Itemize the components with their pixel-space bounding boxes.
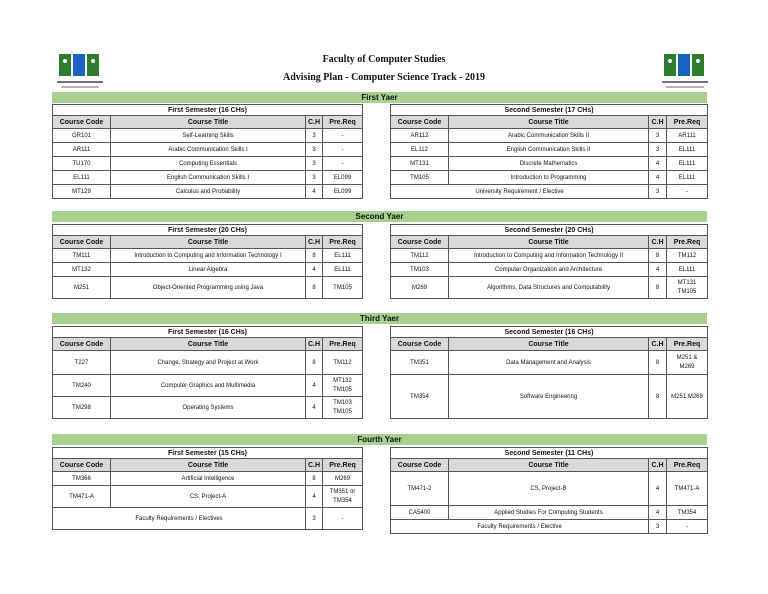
course-code: GR101: [53, 129, 111, 143]
credit-hours: 8: [306, 472, 323, 486]
semester-table: [390, 104, 708, 199]
prerequisite: TM112: [323, 351, 363, 375]
col-course-title: Course Title: [449, 116, 649, 129]
credit-hours: 8: [649, 249, 667, 263]
col-course-code: Course Code: [53, 116, 111, 129]
course-title: Linear Algebra: [111, 263, 306, 277]
table-row: [391, 143, 708, 157]
table-row: [53, 375, 363, 397]
course-code: TM112: [391, 249, 449, 263]
course-code: T227: [53, 351, 111, 375]
table-row: [391, 171, 708, 185]
course-title: Operating Systems: [111, 397, 306, 419]
prerequisite: EL111: [667, 143, 708, 157]
col-credit-hours: C.H: [306, 338, 323, 351]
prerequisite: M251 M269: [667, 375, 708, 419]
col-prerequisite: Pre.Req: [323, 459, 363, 472]
semester-title: First Semester (16 CHs): [53, 327, 363, 338]
table-row: [391, 375, 708, 419]
course-title: Arabic Communication Skills II: [449, 129, 649, 143]
course-code: TM366: [53, 472, 111, 486]
course-code: AR112: [391, 129, 449, 143]
course-code: TM471-2: [391, 472, 449, 506]
course-code: TM351: [391, 351, 449, 375]
credit-hours: 4: [306, 185, 323, 199]
prerequisite-line: TM105: [333, 408, 352, 415]
credit-hours: 4: [649, 171, 667, 185]
col-course-title: Course Title: [111, 338, 306, 351]
course-code: TM111: [53, 249, 111, 263]
course-title: Faculty Requirements / Elective: [391, 520, 649, 534]
col-course-code: Course Code: [391, 236, 449, 249]
semester-table: [390, 224, 708, 299]
semester-title: First Semester (20 CHs): [53, 225, 363, 236]
prerequisite: AR111: [667, 129, 708, 143]
course-code: TM105: [391, 171, 449, 185]
course-title: Computer Graphics and Multimedia: [111, 375, 306, 397]
table-row: [53, 171, 363, 185]
course-code: M251: [53, 277, 111, 299]
credit-hours: 3: [306, 171, 323, 185]
semester-table: [52, 224, 363, 299]
course-code: MT132: [53, 263, 111, 277]
table-row: [53, 263, 363, 277]
table-row: [53, 486, 363, 508]
table-row: [391, 129, 708, 143]
prerequisite: -: [323, 508, 363, 530]
course-code: TM354: [391, 375, 449, 419]
table-row: [53, 351, 363, 375]
prerequisite: EL099: [323, 171, 363, 185]
col-course-title: Course Title: [449, 338, 649, 351]
col-credit-hours: C.H: [306, 459, 323, 472]
course-title: Faculty Requirements / Electives: [53, 508, 306, 530]
col-prerequisite: Pre.Req: [667, 338, 708, 351]
col-prerequisite: Pre.Req: [667, 116, 708, 129]
course-title: Data Management and Analysis: [449, 351, 649, 375]
prerequisite: [667, 351, 708, 375]
course-code: MT131: [391, 157, 449, 171]
prerequisite: EL099: [323, 185, 363, 199]
col-prerequisite: Pre.Req: [323, 236, 363, 249]
col-prerequisite: Pre.Req: [667, 236, 708, 249]
col-credit-hours: C.H: [649, 116, 667, 129]
course-title: Object-Oriented Programming using Java: [111, 277, 306, 299]
credit-hours: 8: [649, 375, 667, 419]
credit-hours: 4: [649, 506, 667, 520]
prerequisite: EL111: [667, 157, 708, 171]
credit-hours: 8: [306, 249, 323, 263]
prerequisite-line: M269: [679, 363, 695, 370]
course-title: CS, Project-B: [449, 472, 649, 506]
table-row: [391, 351, 708, 375]
credit-hours: 8: [649, 351, 667, 375]
col-course-code: Course Code: [391, 459, 449, 472]
credit-hours: 4: [649, 472, 667, 506]
prerequisite-line: TM351 or: [329, 488, 356, 495]
course-code: M269: [391, 277, 449, 299]
credit-hours: 3: [306, 143, 323, 157]
course-title: Calculus and Probability: [111, 185, 306, 199]
col-credit-hours: C.H: [306, 116, 323, 129]
credit-hours: 3: [649, 143, 667, 157]
page-subtitle: Advising Plan - Computer Science Track - 2019: [283, 72, 485, 83]
col-course-code: Course Code: [391, 338, 449, 351]
credit-hours: 4: [649, 263, 667, 277]
credit-hours: 3: [306, 129, 323, 143]
prerequisite: [323, 375, 363, 397]
course-title: University Requirement / Elective: [391, 185, 649, 199]
col-prerequisite: Pre.Req: [667, 459, 708, 472]
year-bar-third: Third Yaer: [52, 313, 707, 324]
prerequisite: [323, 397, 363, 419]
prerequisite: [323, 486, 363, 508]
year-bar-second: Second Yaer: [52, 211, 707, 222]
table-row: [391, 157, 708, 171]
table-row: [391, 263, 708, 277]
credit-hours: 4: [306, 263, 323, 277]
table-row: [53, 143, 363, 157]
course-code: AR111: [53, 143, 111, 157]
col-course-code: Course Code: [53, 459, 111, 472]
col-course-code: Course Code: [53, 338, 111, 351]
course-title: Introduction to Computing and Information Technology II: [449, 249, 649, 263]
year-bar-first: First Yaer: [52, 92, 707, 103]
semester-title: Second Semester (16 CHs): [391, 327, 708, 338]
course-title: Computing Essentials: [111, 157, 306, 171]
col-course-code: Course Code: [53, 236, 111, 249]
prerequisite: TM105: [323, 277, 363, 299]
credit-hours: 4: [649, 157, 667, 171]
prerequisite-line: MT131: [677, 279, 697, 286]
credit-hours: 8: [649, 277, 667, 299]
course-title: CS, Project-A: [111, 486, 306, 508]
table-row: [53, 157, 363, 171]
course-code: TM240: [53, 375, 111, 397]
table-row: [391, 472, 708, 506]
table-row: [391, 506, 708, 520]
table-row: [391, 277, 708, 299]
table-row: [53, 185, 363, 199]
credit-hours: 4: [306, 486, 323, 508]
col-course-title: Course Title: [111, 116, 306, 129]
table-row: [391, 185, 708, 199]
col-prerequisite: Pre.Req: [323, 116, 363, 129]
prerequisite: -: [667, 185, 708, 199]
semester-title: First Semester (16 CHs): [53, 105, 363, 116]
course-title: Self-Learning Skills: [111, 129, 306, 143]
prerequisite-line: MT132: [333, 377, 352, 384]
credit-hours: 3: [649, 185, 667, 199]
col-credit-hours: C.H: [306, 236, 323, 249]
credit-hours: 3: [306, 508, 323, 530]
table-row: [53, 249, 363, 263]
credit-hours: 4: [306, 397, 323, 419]
prerequisite-line: TM354: [333, 497, 352, 504]
prerequisite: -: [667, 520, 708, 534]
course-code: TM298: [53, 397, 111, 419]
col-course-title: Course Title: [449, 459, 649, 472]
course-code: TM471-A: [53, 486, 111, 508]
course-title: Artificial Intelligence: [111, 472, 306, 486]
semester-table: [390, 326, 708, 419]
course-code: MT129: [53, 185, 111, 199]
course-code: EL111: [53, 171, 111, 185]
col-credit-hours: C.H: [649, 236, 667, 249]
credit-hours: 3: [306, 157, 323, 171]
prerequisite-line: TM103: [333, 399, 352, 406]
col-course-title: Course Title: [111, 236, 306, 249]
course-code: TU170: [53, 157, 111, 171]
course-title: Software Engineering: [449, 375, 649, 419]
prerequisite: -: [323, 129, 363, 143]
credit-hours: 3: [649, 129, 667, 143]
prerequisite-line: TM105: [677, 288, 697, 295]
col-credit-hours: C.H: [649, 459, 667, 472]
table-row: [53, 397, 363, 419]
table-row: [53, 277, 363, 299]
col-prerequisite: Pre.Req: [323, 338, 363, 351]
course-title: Applied Studies For Computing Students: [449, 506, 649, 520]
semester-table: [52, 326, 363, 419]
credit-hours: 8: [306, 277, 323, 299]
credit-hours: 4: [306, 375, 323, 397]
table-row: [53, 508, 363, 530]
semester-title: Second Semester (11 CHs): [391, 448, 708, 459]
course-title: Arabic Communication Skills I: [111, 143, 306, 157]
course-code: EL112: [391, 143, 449, 157]
semester-table: [390, 447, 708, 534]
prerequisite: TM471-A: [667, 472, 708, 506]
prerequisite: TM354: [667, 506, 708, 520]
prerequisite: M269: [323, 472, 363, 486]
credit-hours: 3: [649, 520, 667, 534]
course-title: Introduction to Programming: [449, 171, 649, 185]
course-title: Algorithms, Data Structures and Computability: [449, 277, 649, 299]
course-title: Computer Organization and Architecture: [449, 263, 649, 277]
course-title: Introduction to Computing and Information Technology I: [111, 249, 306, 263]
prerequisite: EL111: [323, 263, 363, 277]
col-credit-hours: C.H: [649, 338, 667, 351]
course-code: TM103: [391, 263, 449, 277]
course-title: Change, Strategy and Project at Work: [111, 351, 306, 375]
semester-title: Second Semester (17 CHs): [391, 105, 708, 116]
table-row: [53, 129, 363, 143]
year-bar-fourth: Fourth Yaer: [52, 434, 707, 445]
prerequisite: EL111: [667, 171, 708, 185]
prerequisite-line: M251 &: [676, 354, 698, 361]
prerequisite: TM112: [667, 249, 708, 263]
table-row: [53, 472, 363, 486]
prerequisite: -: [323, 143, 363, 157]
table-row: [391, 249, 708, 263]
semester-title: First Semester (15 CHs): [53, 448, 363, 459]
semester-table: [52, 447, 363, 530]
prerequisite: EL111: [667, 263, 708, 277]
prerequisite-line: TM105: [333, 386, 352, 393]
course-code: CA5400: [391, 506, 449, 520]
course-title: Discrete Mathematics: [449, 157, 649, 171]
page-title: Faculty of Computer Studies: [322, 54, 446, 65]
course-title: English Communication Skills I: [111, 171, 306, 185]
table-row: [391, 520, 708, 534]
semester-title: Second Semester (20 CHs): [391, 225, 708, 236]
col-course-title: Course Title: [111, 459, 306, 472]
col-course-code: Course Code: [391, 116, 449, 129]
prerequisite: -: [323, 157, 363, 171]
col-course-title: Course Title: [449, 236, 649, 249]
credit-hours: 8: [306, 351, 323, 375]
prerequisite: [667, 277, 708, 299]
course-title: English Communication Skills II: [449, 143, 649, 157]
prerequisite: EL111: [323, 249, 363, 263]
semester-table: [52, 104, 363, 199]
